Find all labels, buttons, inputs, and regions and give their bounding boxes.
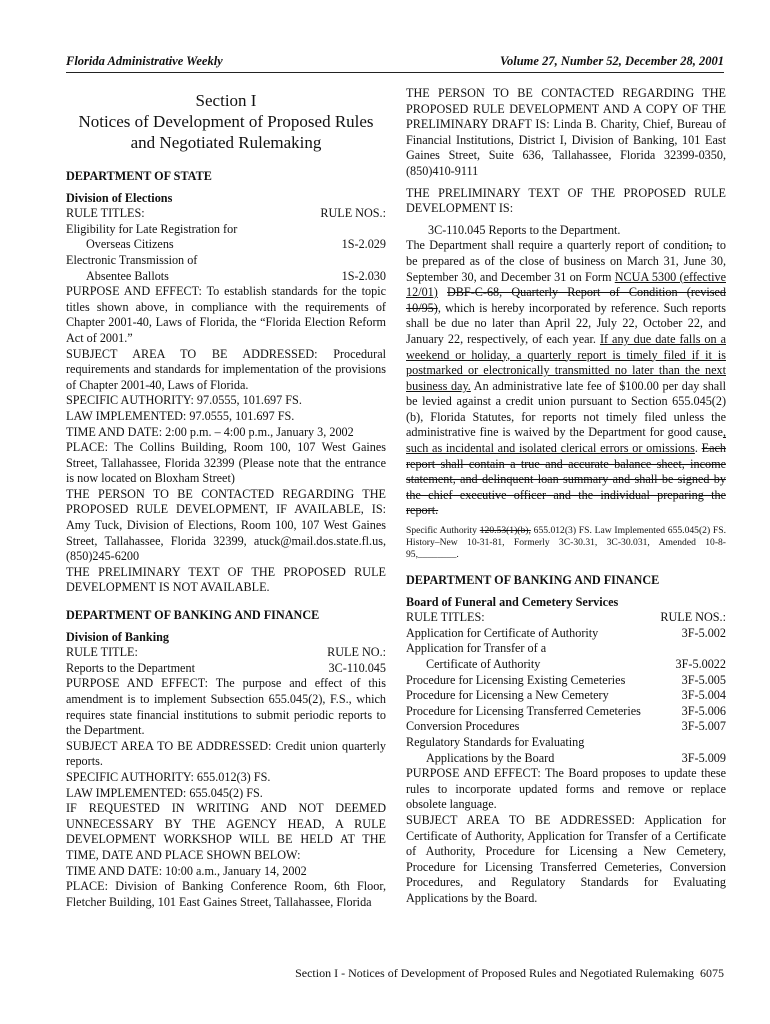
- time-line: TIME AND DATE: 2:00 p.m. – 4:00 p.m., January 3, 2002: [66, 424, 354, 439]
- department-heading: DEPARTMENT OF STATE: [66, 169, 212, 183]
- rule-entry: [406, 719, 726, 735]
- struck-text: DBF-C-68, Quarterly Report of Condition (revised 10/95): [406, 285, 727, 315]
- section-title: Section I Notices of Development of Proposed Rules and Negotiated Rulemaking: [78, 91, 374, 152]
- rule-entry: Absentee Ballots 1S-2.030: [86, 268, 386, 283]
- subject-paragraph: SUBJECT AREA TO BE ADDRESSED: Credit union quarterly reports.: [66, 738, 386, 769]
- rule-number: 3F-5.005: [681, 672, 726, 687]
- rule-number: 3F-5.006: [681, 703, 726, 718]
- rule-title: Procedure for Licensing Existing Cemeteries: [406, 672, 626, 687]
- department-heading: DEPARTMENT OF BANKING AND FINANCE: [66, 608, 320, 623]
- workshop-paragraph: IF REQUESTED IN WRITING AND NOT DEEMED UNNECESSARY BY THE AGENCY HEAD, A RULE DEVELOPMENT WORKSHOP WILL BE HELD AT THE TIME, DATE AND PLACE SHOWN BELOW:: [66, 801, 386, 862]
- purpose-paragraph: PURPOSE AND EFFECT: To establish standards for the topic titles shown above, in compliance with the requirements of Chapter 2001-40, Laws of Florida, the “Florida Election Reform Act of 2001.”: [66, 284, 386, 345]
- struck-text: Each report shall contain a true and accurate balance sheet, income statement, and delinquent loan summary and shall be signed by the chief executive officer and the individual preparing the report.: [406, 441, 727, 518]
- rule-title: Application for Certificate of Authority: [406, 625, 599, 640]
- footer-text: Section I - Notices of Development of Proposed Rules and Negotiated Rulemaking: [295, 966, 694, 980]
- rule-number: 3F-5.002: [681, 625, 726, 640]
- rule-entry: [406, 626, 726, 642]
- contact-paragraph: THE PERSON TO BE CONTACTED REGARDING THE PROPOSED RULE DEVELOPMENT AND A COPY OF THE PRELIMINARY DRAFT IS: Linda B. Charity, Chief, Bureau of Financial Institutions, District I, Division of Banking, 101 East Gaines Street, Suite 636, Tallahassee, Florida 32399-0350, (850)410-9111: [406, 86, 726, 178]
- authority-line: SPECIFIC AUTHORITY: 655.012(3) FS.: [66, 769, 271, 784]
- rule-title: Applications by the Board: [426, 750, 555, 765]
- inserted-text: NCUA 5300 (effective 12/01): [406, 269, 726, 300]
- rule-list: [406, 626, 726, 766]
- rule-title: Eligibility for Late Registration for: [66, 221, 238, 236]
- struck-text: ,: [709, 238, 713, 253]
- rule-body: The Department shall require a quarterly report of condition, to be prepared as of the close of business on March 31, June 30, September 30, and December 31 on Form NCUA 5300 (effective 12/01) DBF-C-68, Quarterly Report of Condition (revised 10/95), which is hereby incorporated by reference. Such reports shall be due no later than April 22, July 22, October 22, and January 22, respectively, of each year. If any due date falls on a weekend or holiday, a quarterly report is timely filed if it is postmarked or electronically transmitted no later than the next business day. An administrative late fee of $100.00 per day shall be levied against a credit union pursuant to Section 655.045(2)(b), Florida Statutes, for reports not timely filed unless the administrative fine is waived by the Department for good cause, such as incidental and isolated clerical errors or omissions. Each report shall contain a true and accurate balance sheet, income statement, and delinquent loan summary and shall be signed by the chief executive officer and the individual preparing the report.: [406, 238, 727, 518]
- department-heading: DEPARTMENT OF BANKING AND FINANCE: [406, 573, 660, 588]
- rule-heading: 3C-110.045 Reports to the Department.: [428, 222, 621, 237]
- rule-entry: Reports to the Department 3C-110.045: [66, 660, 386, 675]
- rule-entry: [406, 673, 726, 689]
- rule-title: Certificate of Authority: [426, 657, 541, 671]
- prelim-paragraph: THE PRELIMINARY TEXT OF THE PROPOSED RULE DEVELOPMENT IS:: [406, 185, 726, 216]
- rule-title-header: RULE TITLE: RULE NO.:: [66, 645, 386, 660]
- rule-title: Conversion Procedures: [406, 719, 520, 734]
- law-line: LAW IMPLEMENTED: 655.045(2) FS.: [66, 785, 263, 800]
- running-footer: [66, 966, 724, 981]
- rule-titles-header: RULE TITLES: RULE NOS.:: [406, 610, 726, 625]
- page-number: 6075: [700, 966, 724, 980]
- board-heading: Board of Funeral and Cemetery Services: [406, 594, 619, 609]
- time-line: TIME AND DATE: 10:00 a.m., January 14, 2002: [66, 863, 307, 878]
- subject-paragraph: SUBJECT AREA TO BE ADDRESSED: Procedural requirements and standards for implementation of the provisions of Chapter 2001-40, Laws of Florida.: [66, 346, 386, 392]
- right-column: [406, 86, 726, 907]
- rule-title: Procedure for Licensing Transferred Cemeteries: [406, 703, 641, 718]
- rule-title: Application for Transfer of a: [406, 641, 547, 656]
- subject-paragraph: SUBJECT AREA TO BE ADDRESSED: Application for Certificate of Authority, Application for Transfer of a Certificate of Authority, Procedure for Licensing a New Cemetery, Procedure for Licensing Transferred Cemeteries, Conversion Procedures, and Regulatory Standards for Evaluating Applications by the Board.: [406, 812, 726, 905]
- left-column: [66, 86, 386, 910]
- issue-info: Volume 27, Number 52, December 28, 2001: [500, 54, 724, 68]
- law-line: LAW IMPLEMENTED: 97.0555, 101.697 FS.: [66, 408, 295, 423]
- history-note: Specific Authority 120.53(1)(b), 655.012(3) FS. Law Implemented 655.045(2) FS. History–New 10-31-81, Formerly 3C-30.31, 3C-30.031, Amended 10-8-95,________.: [406, 525, 726, 561]
- rule-entry: [406, 704, 726, 720]
- division-heading: Division of Banking: [66, 629, 169, 644]
- running-header: [66, 54, 724, 73]
- rule-number: 3F-5.007: [681, 719, 726, 734]
- prelim-paragraph: THE PRELIMINARY TEXT OF THE PROPOSED RULE DEVELOPMENT IS NOT AVAILABLE.: [66, 564, 386, 595]
- rule-entry: Overseas Citizens 1S-2.029: [86, 237, 386, 252]
- rule-number: 3F-5.009: [681, 750, 726, 765]
- division-heading: Division of Elections: [66, 190, 173, 205]
- inserted-text: , such as incidental and isolated clerical errors or omissions: [406, 425, 726, 456]
- rule-entry: [406, 657, 726, 673]
- publication-name: Florida Administrative Weekly: [66, 54, 223, 68]
- place-paragraph: PLACE: The Collins Building, Room 100, 107 West Gaines Street, Tallahassee, Florida 32399 (Please note that the entrance is now located on Bloxham Street): [66, 440, 386, 486]
- rule-entry: [406, 641, 726, 657]
- rule-titles-header: RULE TITLES: RULE NOS.:: [66, 206, 386, 221]
- inserted-text: If any due date falls on a weekend or holiday, a quarterly report is timely filed if it is postmarked or electronically transmitted no later than the next business day.: [406, 331, 726, 393]
- rule-entry: [406, 735, 726, 751]
- purpose-paragraph: PURPOSE AND EFFECT: The purpose and effect of this amendment is to implement Subsection 655.045(2), F.S., which requires state financial institutions to submit periodic reports to the Department.: [66, 676, 386, 738]
- rule-title: Regulatory Standards for Evaluating: [406, 734, 585, 749]
- place-paragraph: PLACE: Division of Banking Conference Room, 6th Floor, Fletcher Building, 101 East Gaines Street, Tallahassee, Florida: [66, 879, 386, 909]
- rule-number: 3F-5.0022: [675, 657, 726, 671]
- rule-number: 3F-5.004: [681, 688, 726, 703]
- rule-entry: [406, 688, 726, 704]
- rule-title: Procedure for Licensing a New Cemetery: [406, 688, 609, 703]
- purpose-paragraph: PURPOSE AND EFFECT: The Board proposes to update these rules to incorporate updated forms and remove or replace obsolete language.: [406, 766, 726, 812]
- rule-entry: [406, 751, 726, 767]
- authority-line: SPECIFIC AUTHORITY: 97.0555, 101.697 FS.: [66, 393, 302, 408]
- rule-title: Electronic Transmission of: [66, 252, 198, 267]
- contact-paragraph: THE PERSON TO BE CONTACTED REGARDING THE PROPOSED RULE DEVELOPMENT, IF AVAILABLE, IS: Amy Tuck, Division of Elections, Room 100, 107 West Gaines Street, Tallahassee, Florida 32399, atuck@mail.dos.state.fl.us, (850)245-6200: [66, 486, 386, 564]
